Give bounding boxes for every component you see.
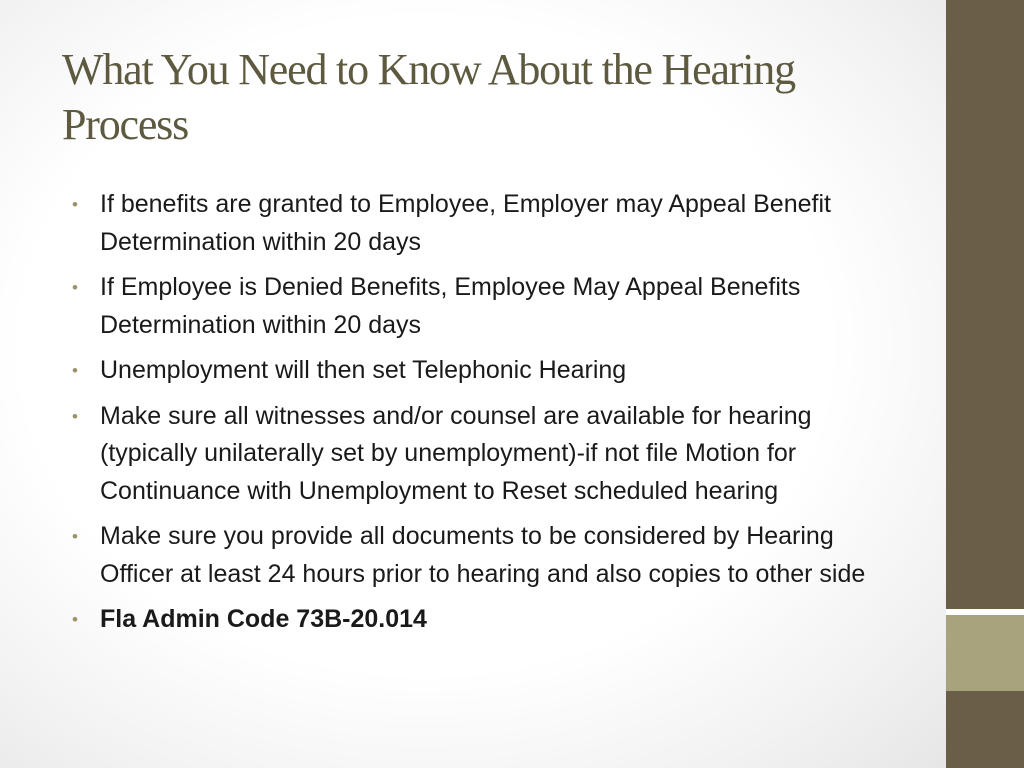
bullet-item (72, 601, 902, 639)
bullet-item (72, 352, 902, 390)
bullet-item (72, 186, 902, 261)
bullet-marker: • (72, 361, 78, 380)
bullet-marker: • (72, 406, 78, 426)
bullet-item (72, 518, 902, 593)
bullet-text: Unemployment will then set Telephonic Hearing (100, 356, 627, 384)
bullet-text: If benefits are granted to Employee, Employer may Appeal Benefit Determination within 20 days (100, 190, 831, 256)
bullet-text-code-reference: Fla Admin Code 73B-20.014 (100, 605, 427, 633)
side-bar-accent (946, 615, 1024, 691)
bullet-text: Make sure you provide all documents to be considered by Hearing Officer at least 24 hours prior to hearing and also copies to other side (100, 522, 866, 588)
bullet-marker: • (72, 278, 78, 297)
bullet-marker: • (72, 527, 78, 546)
bullet-text: Make sure all witnesses and/or counsel are available for hearing (typically unilaterally set by unemployment)-if not file Motion for Continuance with Unemployment to Reset scheduled hearing (100, 401, 812, 505)
bullet-text: If Employee is Denied Benefits, Employee May Appeal Benefits Determination within 20 days (100, 273, 801, 339)
bullet-marker: • (72, 195, 78, 214)
bullet-marker: • (72, 610, 78, 629)
bullet-list (72, 186, 902, 647)
slide-title: What You Need to Know About the Hearing Process (62, 45, 795, 149)
bullet-item (72, 398, 902, 511)
bullet-item (72, 269, 902, 344)
